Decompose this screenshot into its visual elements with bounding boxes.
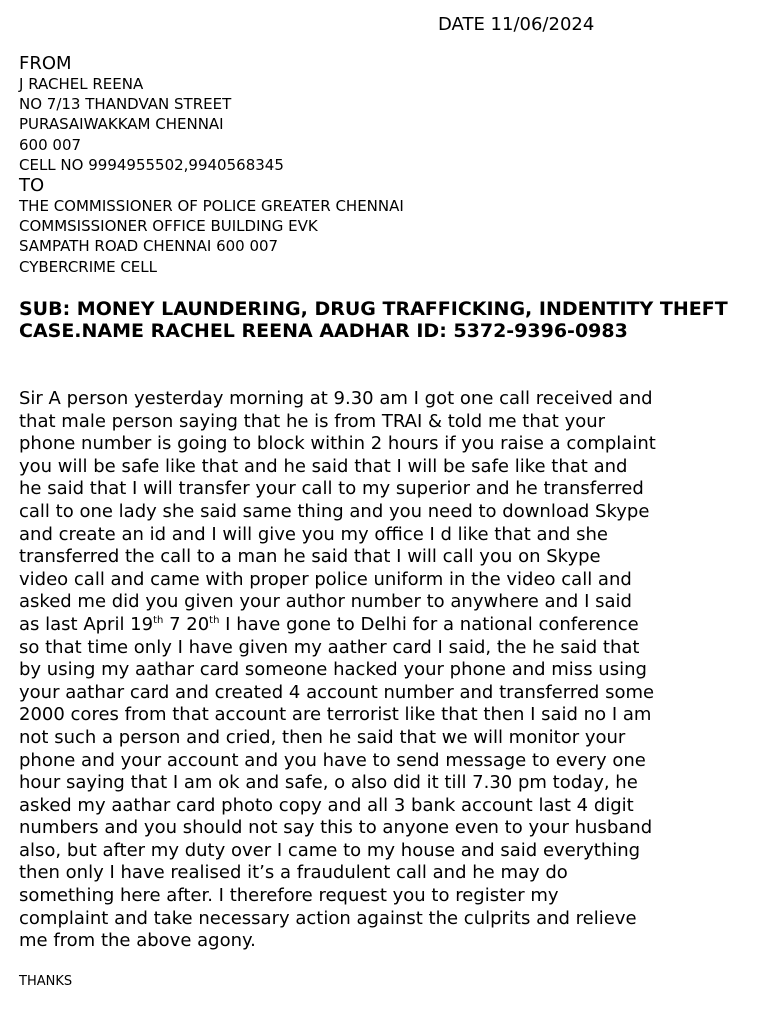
body-line-dates xyxy=(19,614,754,637)
body-line: then only I have realised it’s a fraudulent call and he may do xyxy=(19,862,568,884)
to-section xyxy=(19,175,404,277)
body-line: hour saying that I am ok and safe, o also did it till 7.30 pm today, he xyxy=(19,772,638,794)
recipient-address-line: COMMSISSIONER OFFICE BUILDING EVK xyxy=(19,217,318,236)
body-line: your aathar card and created 4 account number and transferred some xyxy=(19,681,655,703)
body-line: phone and your account and you have to send message to every one xyxy=(19,749,646,771)
letter-subject: SUB: MONEY LAUNDERING, DRUG TRAFFICKING, INDENTITY THEFT CASE.NAME RACHEL REENA AADHAR ID: 5372-9396-0983 xyxy=(19,298,728,342)
body-line: asked my aathar card photo copy and all 3 bank account last 4 digit xyxy=(19,794,634,816)
body-line: video call and came with proper police uniform in the video call and xyxy=(19,568,632,590)
body-line: asked me did you given your author number to anywhere and I said xyxy=(19,591,632,613)
body-line: also, but after my duty over I came to my house and said everything xyxy=(19,839,641,861)
ordinal-suffix: th xyxy=(209,614,220,626)
ordinal-suffix: th xyxy=(153,614,164,626)
body-text-fragment: I have gone to Delhi for a national conference xyxy=(219,613,639,635)
body-line: and create an id and I will give you my office I d like that and she xyxy=(19,523,608,545)
recipient-address-line: SAMPATH ROAD CHENNAI 600 007 xyxy=(19,237,279,256)
body-line: he said that I will transfer your call to my superior and he transferred xyxy=(19,478,644,500)
sender-name: J RACHEL REENA xyxy=(19,75,144,93)
body-text-fragment: as last April 19 xyxy=(19,613,154,635)
body-line: numbers and you should not say this to anyone even to your husband xyxy=(19,817,653,839)
letter-body xyxy=(19,388,754,953)
body-line: not such a person and cried, then he said that we will monitor your xyxy=(19,726,626,748)
body-line: something here after. I therefore request you to register my xyxy=(19,885,559,907)
body-line: you will be safe like that and he said that I will be safe like that and xyxy=(19,455,628,477)
closing-thanks: THANKS xyxy=(19,974,73,989)
sender-address-line: NO 7/13 THANDVAN STREET xyxy=(19,95,232,114)
recipient-title: THE COMMISSIONER OF POLICE GREATER CHENNAI xyxy=(19,197,404,215)
from-section xyxy=(19,53,284,175)
letter-date: DATE 11/06/2024 xyxy=(438,14,595,35)
body-line: call to one lady she said same thing and you need to download Skype xyxy=(19,500,650,522)
recipient-department: CYBERCRIME CELL xyxy=(19,257,157,276)
body-line: me from the above agony. xyxy=(19,930,256,952)
body-line: transferred the call to a man he said that I will call you on Skype xyxy=(19,546,601,568)
sender-address-line: PURASAIWAKKAM CHENNAI xyxy=(19,115,224,134)
body-line: 2000 cores from that account are terrorist like that then I said no I am xyxy=(19,704,652,726)
from-label: FROM xyxy=(19,53,72,74)
body-line: phone number is going to block within 2 hours if you raise a complaint xyxy=(19,433,656,455)
sender-pincode: 600 007 xyxy=(19,135,82,154)
body-line: so that time only I have given my aather card I said, the he said that xyxy=(19,636,640,658)
body-line: complaint and take necessary action against the culprits and relieve xyxy=(19,907,637,929)
sender-phone: CELL NO 9994955502,9940568345 xyxy=(19,155,284,174)
body-line: by using my aathar card someone hacked your phone and miss using xyxy=(19,659,647,681)
body-line: Sir A person yesterday morning at 9.30 am I got one call received and xyxy=(19,388,653,409)
to-label: TO xyxy=(19,175,45,196)
body-text-fragment: 7 20 xyxy=(163,613,210,635)
body-line: that male person saying that he is from TRAI & told me that your xyxy=(19,410,606,432)
